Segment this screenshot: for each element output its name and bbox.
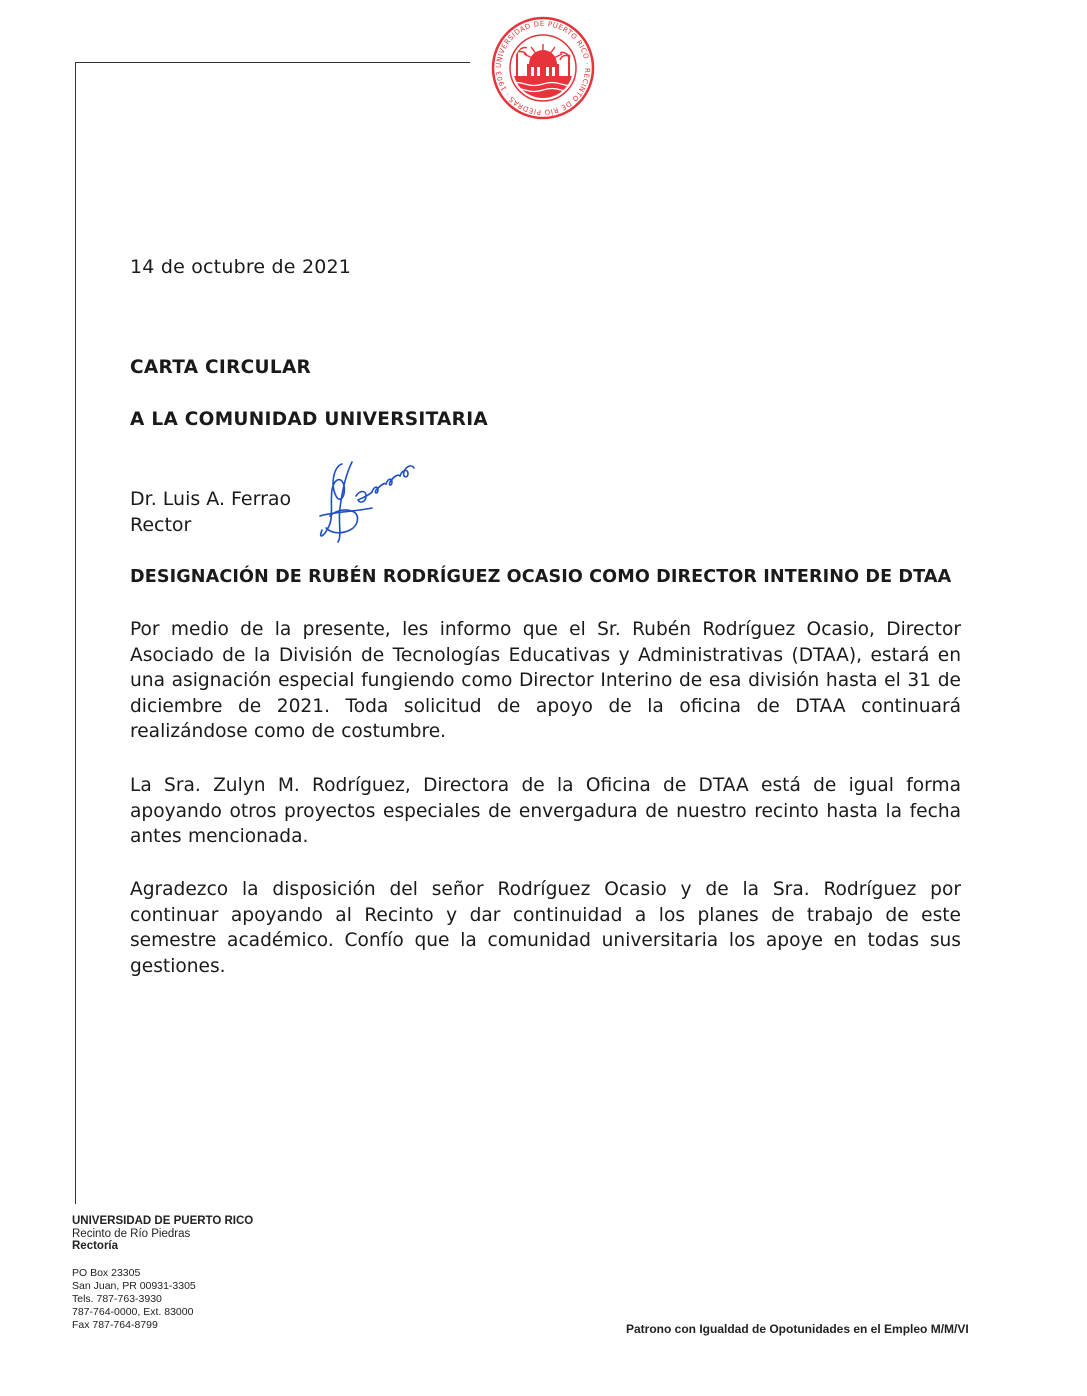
letterhead-top-rule — [75, 62, 470, 63]
svg-text:UNIVERSIDAD DE PUERTO RICO · R: UNIVERSIDAD DE PUERTO RICO · RECINTO DE RÍO PIEDRAS · 1903 — [494, 19, 592, 117]
letter-subject: DESIGNACIÓN DE RUBÉN RODRÍGUEZ OCASIO COMO DIRECTOR INTERINO DE DTAA — [130, 567, 952, 587]
body-paragraph: La Sra. Zulyn M. Rodríguez, Directora de la Oficina de DTAA está de igual forma apoyando otros proyectos especiales de envergadura de nuestro recinto hasta la fecha antes mencionada. — [130, 775, 961, 847]
footer-office-name: Rectoría — [72, 1240, 119, 1252]
footer-phone-line: 787-764-0000, Ext. 83000 — [72, 1306, 194, 1318]
recipient-heading: A LA COMUNIDAD UNIVERSITARIA — [130, 409, 489, 430]
letterhead-left-rule — [75, 62, 76, 1204]
footer-address-line: San Juan, PR 00931-3305 — [72, 1280, 196, 1292]
body-paragraph: Agradezco la disposición del señor Rodríguez Ocasio y de la Sra. Rodríguez por continuar apoyando al Recinto y dar continuidad a los planes de trabajo de este semestre académico. Confío que la comunidad universitaria los apoye en todas sus gestiones. — [130, 879, 961, 977]
body-paragraph: Por medio de la presente, les informo que el Sr. Rubén Rodríguez Ocasio, Director Asociado de la División de Tecnologías Educativas y Administrativas (DTAA), estará en una asignación especial fungiendo como Director Interino de esa división hasta el 31 de diciembre de 2021. Toda solicitud de apoyo de la oficina de DTAA continuará realizándose como de costumbre. — [130, 619, 961, 742]
document-type-heading: CARTA CIRCULAR — [130, 357, 312, 378]
handwritten-signature — [312, 456, 422, 546]
footer-fax-line: Fax 787-764-8799 — [72, 1319, 158, 1331]
letter-date: 14 de octubre de 2021 — [130, 256, 352, 278]
university-seal-logo — [487, 16, 599, 120]
footer-university-name: UNIVERSIDAD DE PUERTO RICO — [72, 1215, 254, 1227]
equal-opportunity-statement: Patrono con Igualdad de Opotunidades en el Empleo M/M/VI — [626, 1322, 969, 1336]
sender-title: Rector — [130, 514, 192, 536]
footer-phone-line: Tels. 787-763-3930 — [72, 1293, 162, 1305]
footer-campus-name: Recinto de Río Piedras — [72, 1228, 191, 1240]
sender-name: Dr. Luis A. Ferrao — [130, 488, 292, 510]
footer-address-line: PO Box 23305 — [72, 1267, 141, 1279]
